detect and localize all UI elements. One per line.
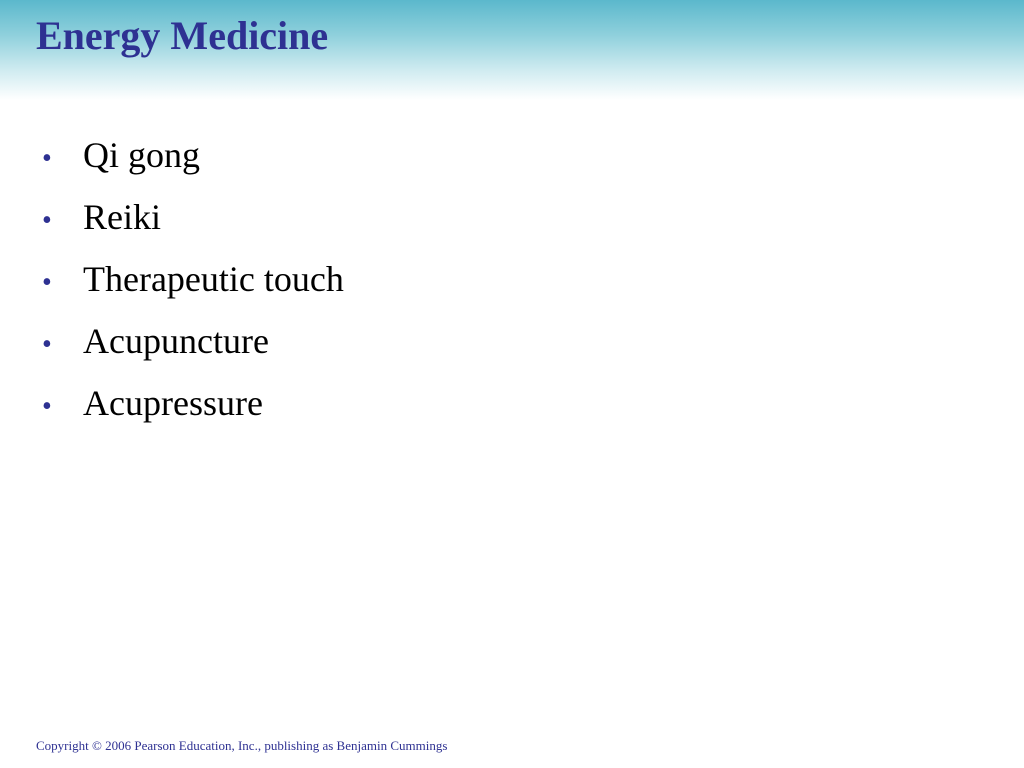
bullet-text: Acupressure xyxy=(83,383,263,423)
bullet-text: Qi gong xyxy=(83,135,200,175)
list-item xyxy=(42,193,344,255)
bullet-text: Acupuncture xyxy=(83,321,269,361)
bullet-icon: • xyxy=(42,143,52,174)
bullet-text: Therapeutic touch xyxy=(83,259,344,299)
list-item xyxy=(42,131,344,193)
list-item xyxy=(42,317,344,379)
bullet-icon: • xyxy=(42,267,52,298)
bullet-icon: • xyxy=(42,391,52,422)
bullet-icon: • xyxy=(42,329,52,360)
slide-title: Energy Medicine xyxy=(36,13,329,58)
bullet-icon: • xyxy=(42,205,52,236)
bullet-list xyxy=(42,131,344,441)
list-item xyxy=(42,255,344,317)
copyright-footer: Copyright © 2006 Pearson Education, Inc., publishing as Benjamin Cummings xyxy=(36,738,448,753)
list-item xyxy=(42,379,344,441)
bullet-text: Reiki xyxy=(83,197,161,237)
